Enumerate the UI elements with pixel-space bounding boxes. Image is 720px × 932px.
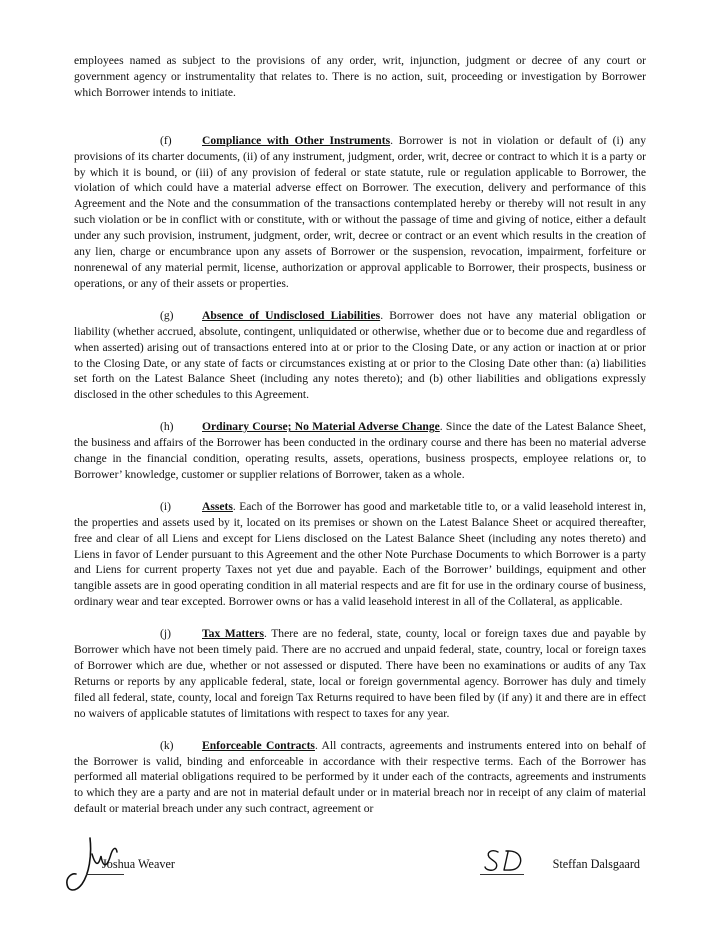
signature-block-right	[480, 838, 640, 898]
signer-name: Steffan Dalsgaard	[552, 857, 640, 871]
section-number: (f)	[160, 133, 172, 147]
handwritten-initials-sd	[482, 846, 530, 876]
section-heading: Enforceable Contracts	[202, 738, 315, 752]
section-number: (h)	[160, 420, 174, 434]
section-heading: Tax Matters	[202, 627, 265, 641]
section-j-tax-matters	[74, 626, 646, 721]
section-body: . Each of the Borrower has good and marketable title to, or a valid leasehold interest in, the properties and assets used by it, located on its premises or shown on the Latest Balance Sheet or acquired thereafter, free and clear of all Liens and except for Liens disclosed on the Latest Balance Sheet (including any notes thereto) and Liens in favor of Lender pursuant to this Agreement and the other Note Purchase Documents to which Borrower is a party and Liens for current property Taxes not yet due and payable. Each of the Borrower’ buildings, equipment and other tangible assets are in good operating condition in all material respects and are fit for use in the ordinary course of business, ordinary wear and tear excepted. Borrower owns or has a valid leasehold interest in all of the Collateral, as applicable.	[74, 499, 646, 609]
section-heading: Ordinary Course; No Material Adverse Change	[202, 420, 440, 434]
signature-line	[480, 874, 524, 875]
section-body: . Since the date of the Latest Balance Sheet, the business and affairs of the Borrower has been conducted in the ordinary course and there has been no material adverse change in the financial condition, operating results, assets, operations, business prospects, employee relations or, to Borrower’ knowledge, customer or supplier relations of Borrower, taken as a whole.	[74, 420, 646, 481]
paragraph-continuation	[74, 53, 646, 101]
paragraph-body: employees named as subject to the provisions of any order, writ, injunction, judgment or decree of any court or government agency or instrumentality that relates to. There is no action, suit, proceeding or investigation by Borrower which Borrower intends to initiate.	[74, 54, 646, 99]
signature-line	[86, 874, 124, 875]
signature-footer	[62, 838, 640, 898]
section-body: . There are no federal, state, county, local or foreign taxes due and payable by Borrower which have not been timely paid. There are no accrued and unpaid federal, state, country, local or foreign taxes of Borrower which are due, whether or not assessed or disputed. There have been no examinations or audits of any Tax Returns or reports by any applicable federal, state, local or foreign governmental agency. Borrower has duly and timely filed all federal, state, county, local and foreign Tax Returns required to have been filed by (if any) it and there are in effect no waivers of applicable statutes of limitations with respect to taxes for any year.	[74, 627, 646, 720]
section-i-assets	[74, 499, 646, 610]
section-number: (g)	[160, 308, 174, 322]
section-body: . Borrower is not in violation or default of (i) any provisions of its charter documents, (ii) of any instrument, judgment, order, writ, decree or contract to which it is a party or by which it is bound, or (iii) of any provision of federal or state statute, rule or regulation applicable to Borrower, the violation of which could have a material adverse effect on Borrower. The execution, delivery and performance of this Agreement and the Note and the consummation of the transactions contemplated hereby or thereby will not result in any such violation or be in conflict with or constitute, with or without the passage of time and giving of notice, either a default under any such provision, instrument, judgment, order, writ, decree or contract or an event which results in the creation of any lien, charge or encumbrance upon any assets of Borrower or the suspension, revocation, impairment, forfeiture or nonrenewal of any material permit, license, authorization or approval applicable to Borrower, their prospects, business or operations, or any of their assets or properties.	[74, 133, 647, 290]
section-number: (i)	[160, 499, 171, 513]
section-number: (j)	[160, 627, 171, 641]
document-page	[74, 53, 646, 817]
signature-block-left	[62, 838, 222, 898]
section-heading: Assets	[202, 499, 233, 513]
section-h-ordinary-course	[74, 419, 646, 483]
signer-name: Joshua Weaver	[102, 857, 175, 871]
section-number: (k)	[160, 738, 174, 752]
section-g-undisclosed-liabilities	[74, 308, 646, 403]
section-f-compliance	[74, 133, 646, 292]
section-heading: Absence of Undisclosed Liabilities	[202, 308, 381, 322]
section-body: . Borrower does not have any material obligation or liability (whether accrued, absolute, contingent, unliquidated or otherwise, whether due or to become due and regardless of when asserted) arising out of transactions entered into at or prior to the Closing Date, or any action or inaction at or prior to the Closing Date, or any state of facts or circumstances existing at or prior to the Closing Date other than: (a) liabilities set forth on the Latest Balance Sheet (including any notes thereto); and (b) other liabilities and obligations expressly disclosed in the other schedules to this Agreement.	[74, 308, 646, 402]
section-body: . All contracts, agreements and instruments entered into on behalf of the Borrower is valid, binding and enforceable in accordance with their respective terms. Each of the Borrower has performed all material obligations required to be performed by it under each of the contracts, agreements and instruments to which they are a party and are not in material default under or in material breach nor in receipt of any claim of material default or material breach under any such contract, agreement or	[74, 738, 646, 816]
section-heading: Compliance with Other Instruments	[202, 133, 391, 147]
section-k-enforceable-contracts	[74, 738, 646, 818]
